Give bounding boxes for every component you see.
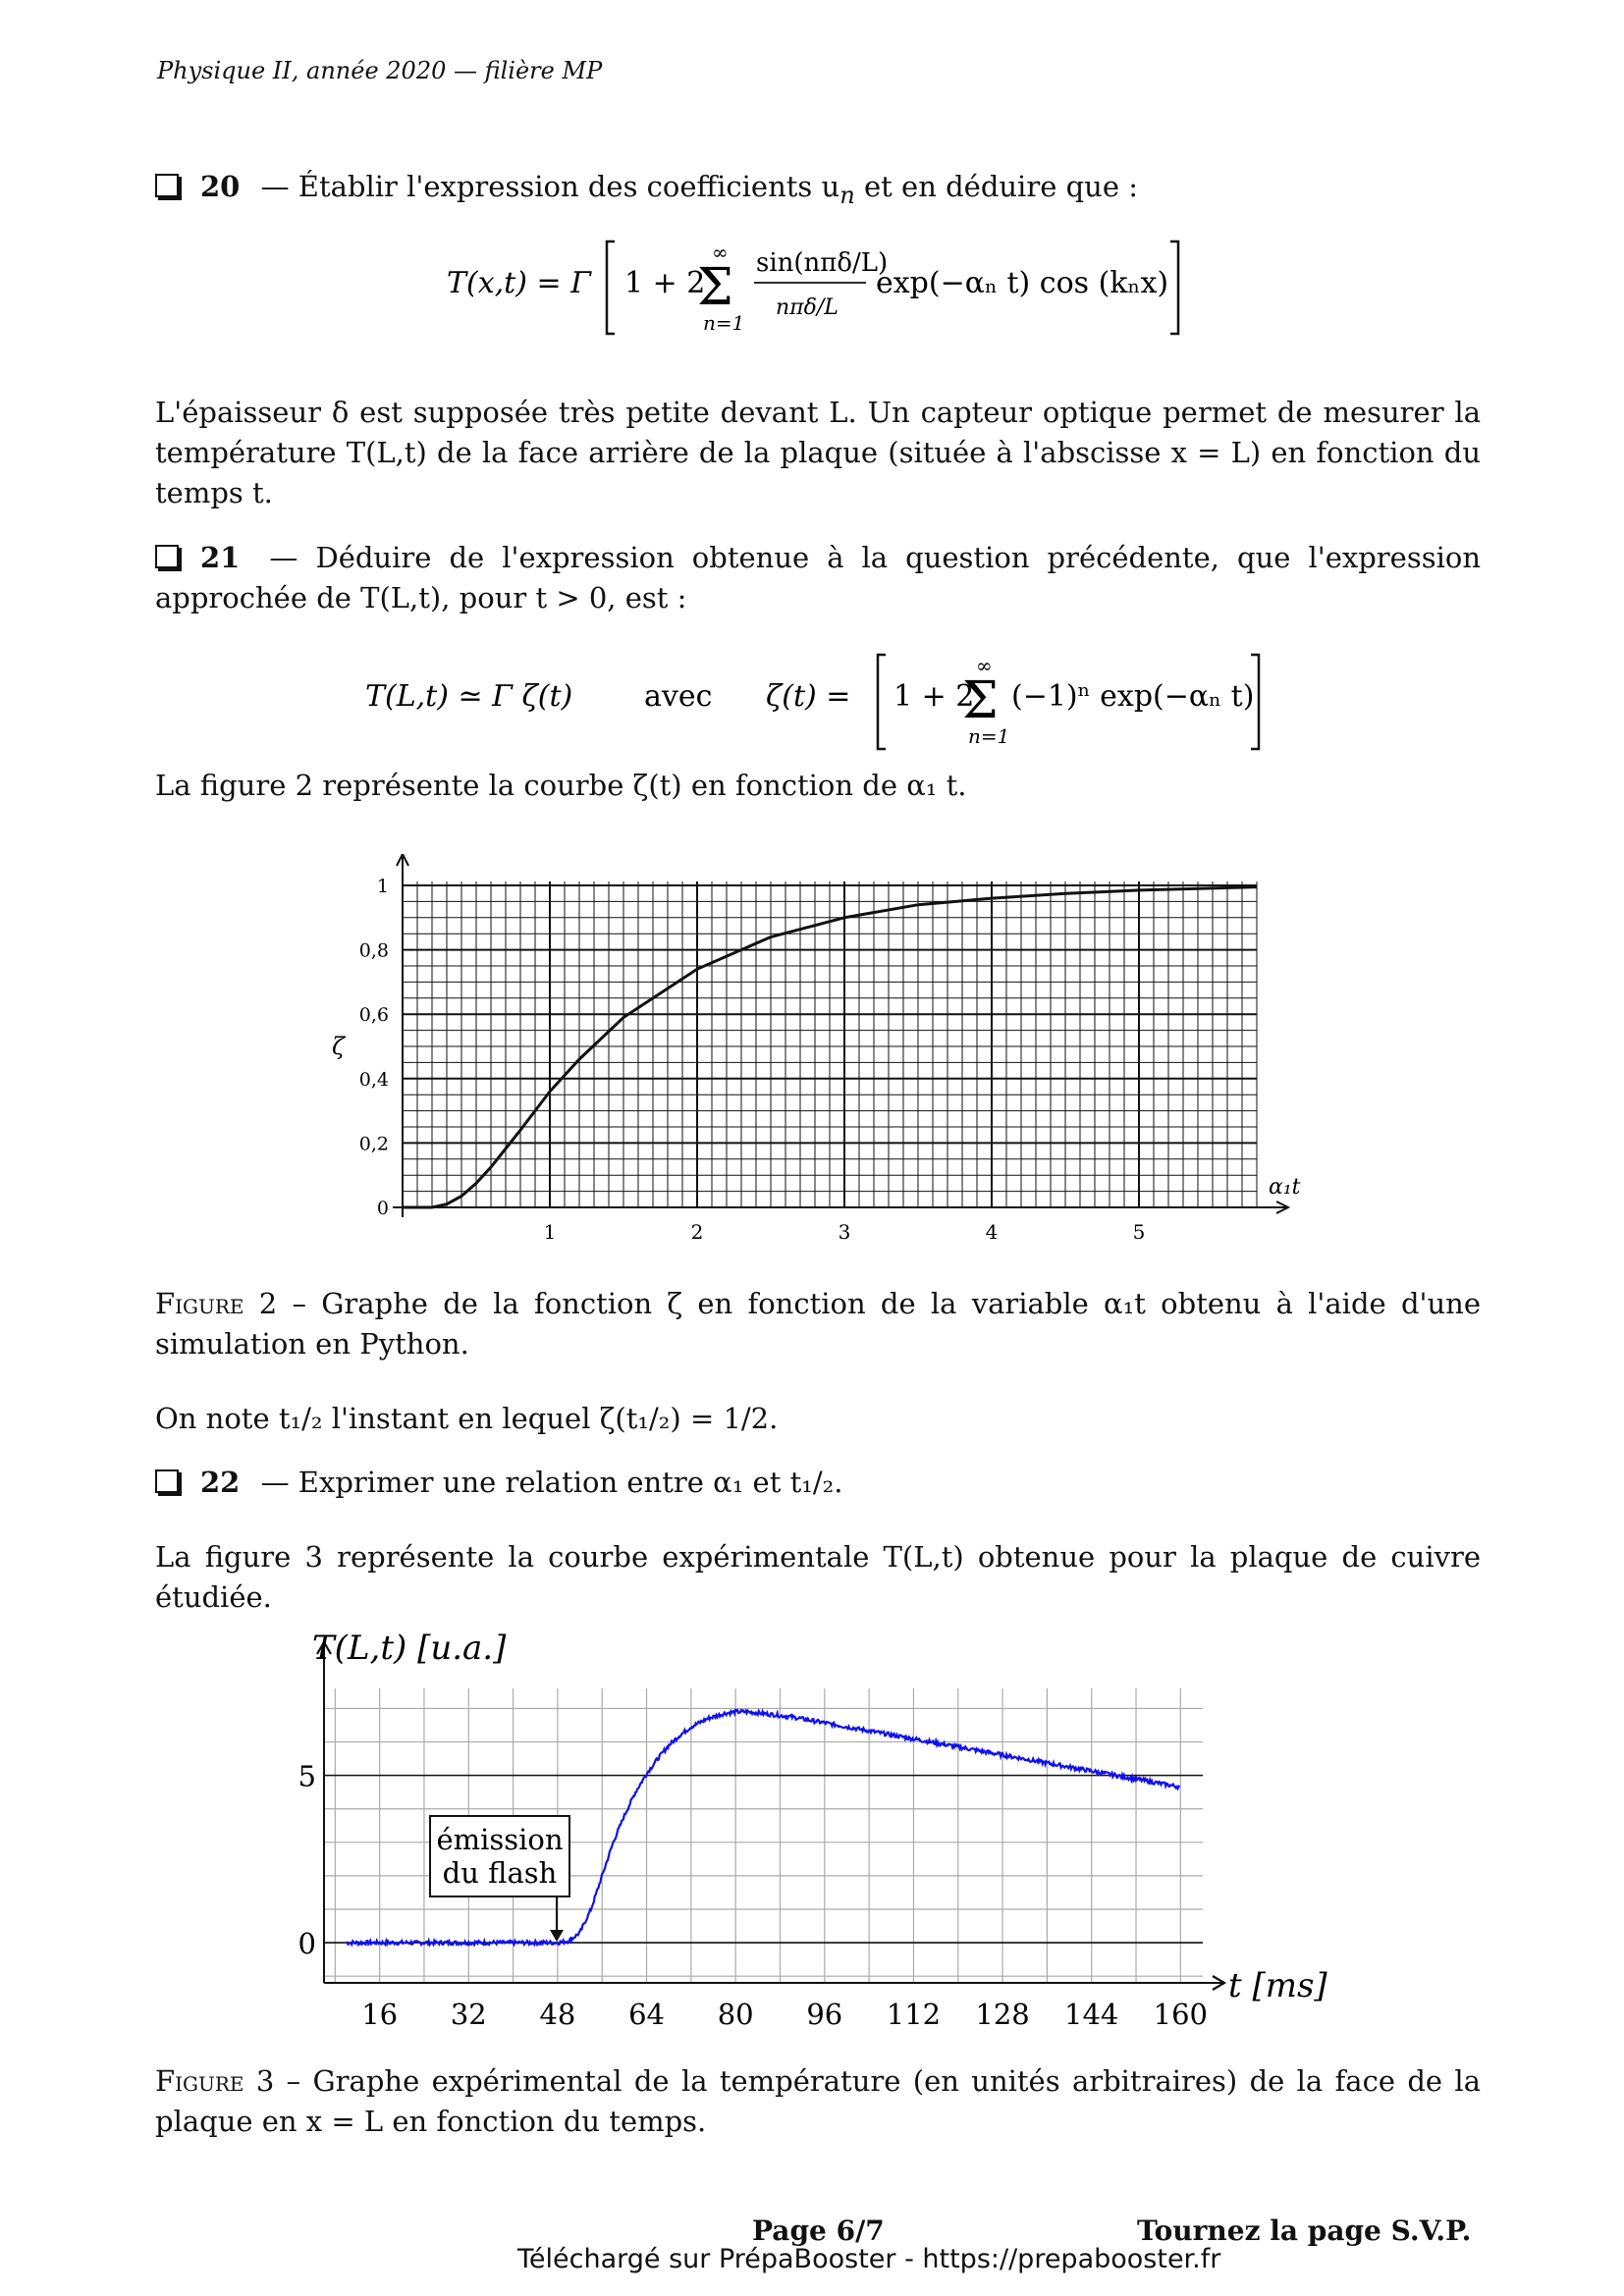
question-number: 21 [200, 541, 241, 574]
caption-text: – Graphe de la fonction ζ en fonction de la variable α₁t obtenu à l'aide d'une simulation en Python. [155, 1287, 1481, 1361]
figure-3-chart [265, 1620, 1355, 2042]
page-number: Page 6/7 [752, 2215, 885, 2247]
x-tick-label: 1 [543, 1220, 557, 1244]
y-tick-label: 0 [376, 1198, 389, 1219]
flash-annotation [430, 1816, 569, 1942]
eq20-lhs: T(x,t) = Γ [447, 266, 591, 300]
x-tick-label: 96 [806, 1998, 843, 2031]
question-dash: — [260, 170, 290, 203]
eq20-numerator: sin(nπδ/L) [756, 248, 889, 278]
question-21 [155, 538, 1481, 618]
figure-2-chart [314, 854, 1326, 1266]
x-tick-label: 3 [838, 1220, 851, 1244]
x-tick-label: 16 [361, 1998, 399, 2031]
x-tick-label: 5 [1132, 1220, 1146, 1244]
question-text: Établir l'expression des coefficients u [298, 170, 840, 203]
x-tick-label: 32 [450, 1998, 487, 2031]
question-text: Exprimer une relation entre α₁ et t₁/₂. [298, 1466, 843, 1499]
eq21-avec: avec [644, 679, 713, 714]
caption-label: Figure 2 [155, 1287, 278, 1320]
checkbox-icon [155, 1469, 179, 1493]
question-text: Déduire de l'expression obtenue à la question précédente, que l'expression approchée de T(L,t), pour t > 0, est : [155, 541, 1481, 614]
question-dash: — [269, 541, 298, 574]
caption-label: Figure 3 [155, 2064, 275, 2098]
equation-21 [344, 643, 1286, 761]
x-tick-label: 160 [1153, 1998, 1209, 2031]
question-20 [155, 167, 1138, 216]
paragraph-thickness: L'épaisseur δ est supposée très petite devant L. Un capteur optique permet de mesurer la température T(L,t) de la face arrière de la plaque (située à l'abscisse x = L) en fonction du temps t. [155, 396, 1481, 509]
eq21-term: (−1)ⁿ exp(−αₙ t) [1011, 679, 1255, 714]
question-text-end: et en déduire que : [854, 170, 1138, 203]
y-tick-label: 1 [376, 876, 389, 897]
eq21-rhs: ζ(t) = [766, 679, 851, 714]
figure2-x-label: α₁t [1269, 1175, 1301, 1200]
y-tick-label: 0,8 [358, 939, 389, 962]
eq20-sum-top: ∞ [712, 240, 729, 264]
question-number: 22 [200, 1466, 241, 1499]
annotation-line1: émission [436, 1823, 564, 1856]
equation-20 [432, 228, 1198, 344]
x-tick-label: 80 [717, 1998, 754, 2031]
turn-page-note: Tournez la page S.V.P. [1137, 2215, 1472, 2247]
x-tick-label: 48 [539, 1998, 576, 2031]
y-tick-label: 0,2 [358, 1133, 389, 1155]
caption-text: – Graphe expérimental de la température (en unités arbitraires) de la face de la plaque en x = L en fonction du temps. [155, 2064, 1481, 2138]
eq20-one: 1 + 2 [624, 266, 706, 300]
figure3-y-label: T(L,t) [u.a.] [312, 1629, 507, 1668]
checkbox-icon [155, 545, 179, 568]
eq21-sum-top: ∞ [976, 654, 993, 677]
x-tick-label: 128 [975, 1998, 1030, 2031]
download-note: Téléchargé sur PrépaBooster - https://prepabooster.fr [517, 2244, 1221, 2274]
y-tick-label: 0 [298, 1927, 316, 1961]
question-dash: — [260, 1466, 290, 1499]
eq20-sigma: Σ [697, 258, 733, 317]
eq21-sigma: Σ [962, 671, 999, 730]
question-subscript: n [839, 181, 855, 209]
x-tick-label: 2 [690, 1220, 704, 1244]
eq20-denominator: nπδ/L [776, 295, 839, 320]
paragraph-figure2-intro: La figure 2 représente la courbe ζ(t) en fonction de α₁ t. [155, 769, 967, 802]
eq21-inner: 1 + 2 [893, 679, 975, 714]
paragraph-t-half: On note t₁/₂ l'instant en lequel ζ(t₁/₂) = 1/2. [155, 1402, 779, 1435]
annotation-line2: du flash [442, 1856, 558, 1890]
page-header: Physique II, année 2020 — filière MP [157, 57, 603, 84]
eq21-sum-bottom: n=1 [968, 724, 1010, 748]
eq20-rest: exp(−αₙ t) cos (kₙx) [876, 266, 1169, 300]
x-tick-label: 144 [1064, 1998, 1119, 2031]
figure2-y-label: ζ [332, 1033, 346, 1060]
x-tick-label: 112 [886, 1998, 942, 2031]
paragraph-figure3-intro: La figure 3 représente la courbe expérimentale T(L,t) obtenue pour la plaque de cuivre étudiée. [155, 1540, 1481, 1614]
x-tick-label: 64 [628, 1998, 665, 2031]
checkbox-icon [155, 174, 179, 197]
x-tick-label: 4 [985, 1220, 999, 1244]
y-tick-label: 5 [298, 1759, 316, 1793]
question-22 [155, 1463, 842, 1503]
y-tick-label: 0,6 [358, 1004, 389, 1027]
figure-3-caption [155, 2061, 1481, 2142]
eq20-sum-bottom: n=1 [703, 311, 745, 335]
figure-2-caption [155, 1284, 1481, 1364]
question-number: 20 [200, 170, 241, 203]
eq21-lhs: T(L,t) ≃ Γ ζ(t) [365, 679, 573, 714]
y-tick-label: 0,4 [358, 1068, 389, 1091]
figure3-x-label: t [ms] [1228, 1966, 1327, 2005]
